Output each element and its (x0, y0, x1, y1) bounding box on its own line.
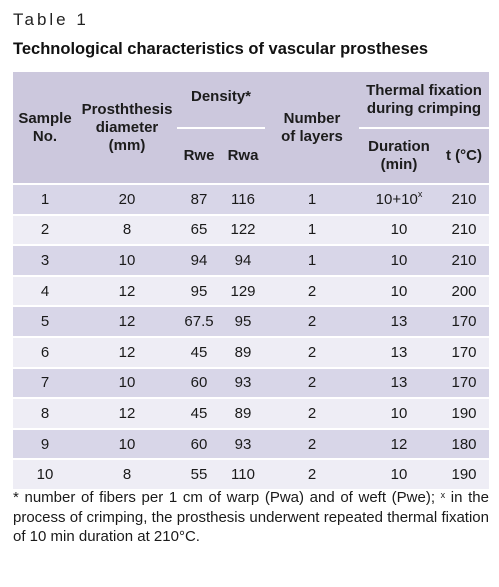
cell-rwa: 122 (221, 215, 265, 246)
table-title: Technological characteristics of vascular prostheses (13, 40, 429, 58)
table-row (13, 245, 489, 276)
cell-temp: 170 (439, 306, 489, 337)
cell-diameter: 12 (77, 398, 177, 429)
table-body (13, 184, 489, 489)
cell-sample: 9 (13, 429, 77, 460)
cell-rwe: 45 (177, 337, 221, 368)
cell-temp: 170 (439, 337, 489, 368)
header-rwa: Rwa (221, 128, 265, 184)
cell-duration (359, 184, 439, 215)
cell-layers: 2 (265, 276, 359, 307)
cell-diameter: 20 (77, 184, 177, 215)
header-sample-line2: No. (32, 127, 58, 145)
cell-duration: 10 (359, 215, 439, 246)
cell-diameter: 12 (77, 337, 177, 368)
header-duration (359, 128, 439, 184)
cell-rwe: 94 (177, 245, 221, 276)
cell-layers: 2 (265, 368, 359, 399)
table-row (13, 459, 489, 489)
cell-temp: 180 (439, 429, 489, 460)
cell-sample: 4 (13, 276, 77, 307)
header-diameter-line2: diameter (95, 118, 159, 136)
header-thermal-line2: during crimping (366, 99, 482, 117)
cell-rwe: 60 (177, 429, 221, 460)
table-row (13, 184, 489, 215)
header-thermal (359, 72, 489, 128)
cell-temp: 200 (439, 276, 489, 307)
cell-layers: 1 (265, 184, 359, 215)
cell-layers: 2 (265, 398, 359, 429)
cell-duration: 10 (359, 398, 439, 429)
header-diameter-line3: (mm) (108, 136, 146, 154)
header-layers-line1: Number (283, 109, 341, 127)
cell-diameter: 12 (77, 306, 177, 337)
cell-rwa: 95 (221, 306, 265, 337)
cell-duration: 13 (359, 368, 439, 399)
cell-duration: 12 (359, 429, 439, 460)
cell-layers: 2 (265, 337, 359, 368)
cell-layers: 2 (265, 429, 359, 460)
table-row (13, 215, 489, 246)
header-sample-line1: Sample (18, 109, 72, 127)
cell-rwa: 89 (221, 337, 265, 368)
cell-rwa: 94 (221, 245, 265, 276)
cell-rwe: 67.5 (177, 306, 221, 337)
cell-rwa: 110 (221, 459, 265, 489)
header-diameter-line1: Prosththesis (81, 100, 173, 118)
cell-rwe: 55 (177, 459, 221, 489)
cell-rwa: 89 (221, 398, 265, 429)
header-layers-line2: of layers (281, 127, 343, 145)
header-duration-line1: Duration (368, 138, 430, 155)
header-duration-line2: (min) (380, 156, 418, 173)
cell-rwe: 65 (177, 215, 221, 246)
cell-rwe: 95 (177, 276, 221, 307)
prostheses-table (13, 72, 489, 489)
cell-duration: 10 (359, 245, 439, 276)
cell-sample: 5 (13, 306, 77, 337)
table-row (13, 429, 489, 460)
header-diameter (77, 72, 177, 184)
cell-sample: 8 (13, 398, 77, 429)
footnote-part2: in the process of crimping, the prosthesis underwent repeated thermal fixation of 10 min duration at 210°C. (13, 489, 489, 545)
cell-duration: 13 (359, 337, 439, 368)
header-temp: t (°C) (439, 128, 489, 184)
cell-rwe: 87 (177, 184, 221, 215)
cell-rwa: 93 (221, 368, 265, 399)
cell-duration: 10 (359, 276, 439, 307)
table-header (13, 72, 489, 184)
cell-temp: 170 (439, 368, 489, 399)
cell-layers: 2 (265, 306, 359, 337)
cell-diameter: 8 (77, 215, 177, 246)
table-row (13, 306, 489, 337)
cell-temp: 210 (439, 184, 489, 215)
cell-rwa: 129 (221, 276, 265, 307)
cell-diameter: 12 (77, 276, 177, 307)
header-rwe: Rwe (177, 128, 221, 184)
header-sample (13, 72, 77, 184)
cell-rwa: 116 (221, 184, 265, 215)
cell-sample: 6 (13, 337, 77, 368)
table-number: Table 1 (13, 10, 89, 29)
cell-sample: 7 (13, 368, 77, 399)
cell-rwe: 60 (177, 368, 221, 399)
cell-layers: 1 (265, 215, 359, 246)
cell-temp: 210 (439, 215, 489, 246)
cell-duration: 13 (359, 306, 439, 337)
cell-diameter: 10 (77, 245, 177, 276)
table-row (13, 337, 489, 368)
cell-diameter: 8 (77, 459, 177, 489)
table-row (13, 276, 489, 307)
cell-sample: 3 (13, 245, 77, 276)
header-density: Density* (177, 72, 265, 128)
cell-duration: 10 (359, 459, 439, 489)
table-container (13, 72, 489, 489)
table-row (13, 368, 489, 399)
cell-rwa: 93 (221, 429, 265, 460)
cell-rwe: 45 (177, 398, 221, 429)
cell-duration-value: 10+10 (375, 190, 418, 208)
table-footnote (13, 488, 489, 547)
footnote-mark: x (440, 490, 446, 500)
cell-temp: 190 (439, 398, 489, 429)
cell-sample: 1 (13, 184, 77, 215)
table-row (13, 398, 489, 429)
footnote-part1: * number of fibers per 1 cm of warp (Pwa) and of weft (Pwe); (13, 489, 441, 506)
cell-layers: 1 (265, 245, 359, 276)
cell-sample: 10 (13, 459, 77, 489)
cell-temp: 210 (439, 245, 489, 276)
cell-diameter: 10 (77, 429, 177, 460)
cell-duration-mark: x (417, 188, 423, 199)
cell-temp: 190 (439, 459, 489, 489)
cell-sample: 2 (13, 215, 77, 246)
header-thermal-line1: Thermal fixation (366, 81, 482, 99)
cell-layers: 2 (265, 459, 359, 489)
cell-diameter: 10 (77, 368, 177, 399)
header-layers (265, 72, 359, 184)
